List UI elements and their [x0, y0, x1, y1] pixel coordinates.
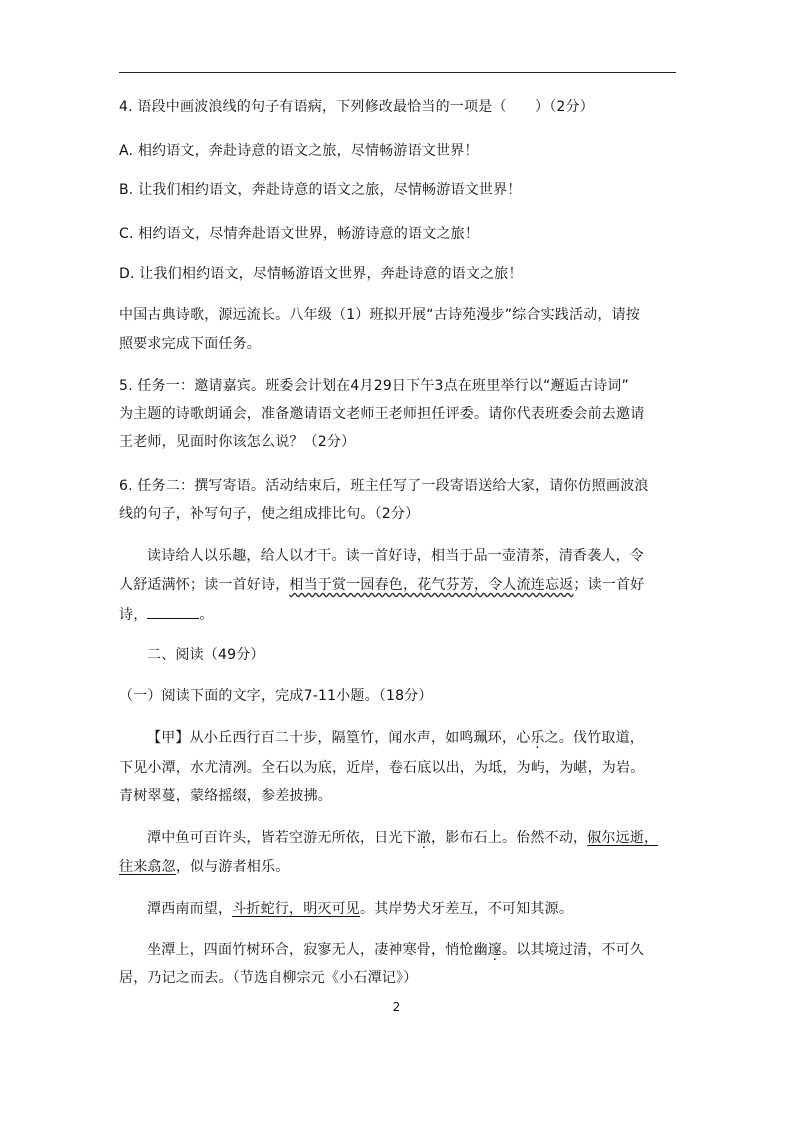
q4-option-d: D. 让我们相约语文，尽情畅游语文世界，奔赴诗意的语文之旅！: [119, 266, 523, 282]
section-title: 二、阅读（49分）: [147, 647, 265, 663]
jia-p1-line-1: [147, 728, 644, 748]
jia-p1-l1-post: 之。伐竹取道，: [544, 730, 645, 746]
q6-line-1: 6. 任务二：撰写寄语。活动结束后，班主任写了一段寄语送给大家，请你仿照画波浪: [119, 478, 649, 494]
jia-p2-line-2: [119, 857, 289, 877]
intro-line-1: 中国古典诗歌，源远流长。八年级（1）班拟开展“古诗苑漫步”综合实践活动，请按: [119, 307, 641, 323]
jia-p3-pre: 潭西南而望，: [147, 901, 233, 917]
q4-option-c: C. 相约语文，尽情奔赴语文世界，畅游诗意的语文之旅！: [119, 226, 480, 242]
underlined-phrase-2: 斗折蛇行，明灭可见: [232, 901, 361, 917]
section-subtitle: （一）阅读下面的文字，完成7-11小题。（18分）: [119, 688, 433, 704]
passage-line-2-pre: 人舒适满怀；读一首好诗，: [119, 577, 290, 593]
jia-p1-line-2: 下见小潭，水尤清冽。全石以为底，近岸，卷石底以出，为坻，为屿，为嵁，为岩。: [119, 760, 645, 776]
answer-blank: [147, 604, 199, 619]
passage-line-3-post: 。: [199, 607, 214, 623]
q5-line-3: 王老师，见面时你该怎么说？（2分）: [119, 434, 356, 450]
jia-p3-line-1: [147, 899, 573, 919]
jia-p2-l1-pre: 潭中鱼可百许头，皆若空游无所依，日光下: [147, 830, 417, 846]
q6-line-2: 线的句子，补写句子，使之组成排比句。（2分）: [119, 506, 420, 522]
jia-p4-l1-post: 。以其境过清，不可久: [502, 942, 645, 958]
passage-line-3-pre: 诗，: [119, 607, 148, 623]
jia-p2-l2-post: ，似与游者相乐。: [175, 859, 290, 875]
jia-p4-line-1: [147, 940, 644, 960]
jia-p3-post: 。其岸势犬牙差互，不可知其源。: [360, 901, 574, 917]
underlined-phrase-1a: 俶尔远逝，: [587, 830, 659, 846]
passage-line-2-post: ；读一首好: [573, 577, 645, 593]
passage-line-2: [119, 575, 644, 595]
jia-p2-line-1: [147, 828, 658, 848]
q5-line-1: 5. 任务一：邀请嘉宾。班委会计划在4月29日下午3点在班里举行以“邂逅古诗词”: [119, 378, 629, 394]
jia-p4-l1-pre: 坐潭上，四面竹树环合，寂寥无人，凄神寒骨，悄怆幽: [147, 942, 488, 958]
intro-line-2: 照要求完成下面任务。: [119, 336, 261, 352]
jia-p4-line-2: 居，乃记之而去。（节选自柳宗元《小石潭记》）: [119, 970, 418, 986]
dotted-char-le: 乐: [530, 730, 545, 746]
passage-line-3: [119, 604, 214, 625]
jia-p2-l1-mid: ，影布石上。佁然不动，: [431, 830, 588, 846]
page-number: 2: [392, 1000, 401, 1014]
jia-p1-line-3: 青树翠蔓，蒙络摇缀，参差披拂。: [119, 788, 332, 804]
q4-option-a: A. 相约语文，奔赴诗意的语文之旅，尽情畅游语文世界！: [119, 143, 479, 159]
underlined-phrase-1b: 往来翕忽: [119, 859, 176, 875]
dotted-char-che: 澈: [416, 830, 432, 846]
wavy-underlined-sentence: 相当于赏一园春色，花气芬芳，令人流连忘返: [289, 577, 574, 593]
q5-line-2: 为主题的诗歌朗诵会，准备邀请语文老师王老师担任评委。请你代表班委会前去邀请: [119, 406, 645, 422]
header-rule: [119, 72, 676, 73]
passage-line-1: 读诗给人以乐趣，给人以才干。读一首好诗，相当于品一壶清茶，清香袭人，令: [147, 548, 644, 564]
q4-option-b: B. 让我们相约语文，奔赴诗意的语文之旅，尽情畅游语文世界！: [119, 182, 522, 198]
dotted-char-sui: 邃: [487, 942, 503, 958]
q4-stem: 4. 语段中画波浪线的句子有语病，下列修改最恰当的一项是（ ）（2分）: [119, 99, 594, 115]
jia-p1-l1-pre: 【甲】从小丘西行百二十步，隔篁竹，闻水声，如鸣珮环，心: [147, 730, 531, 746]
